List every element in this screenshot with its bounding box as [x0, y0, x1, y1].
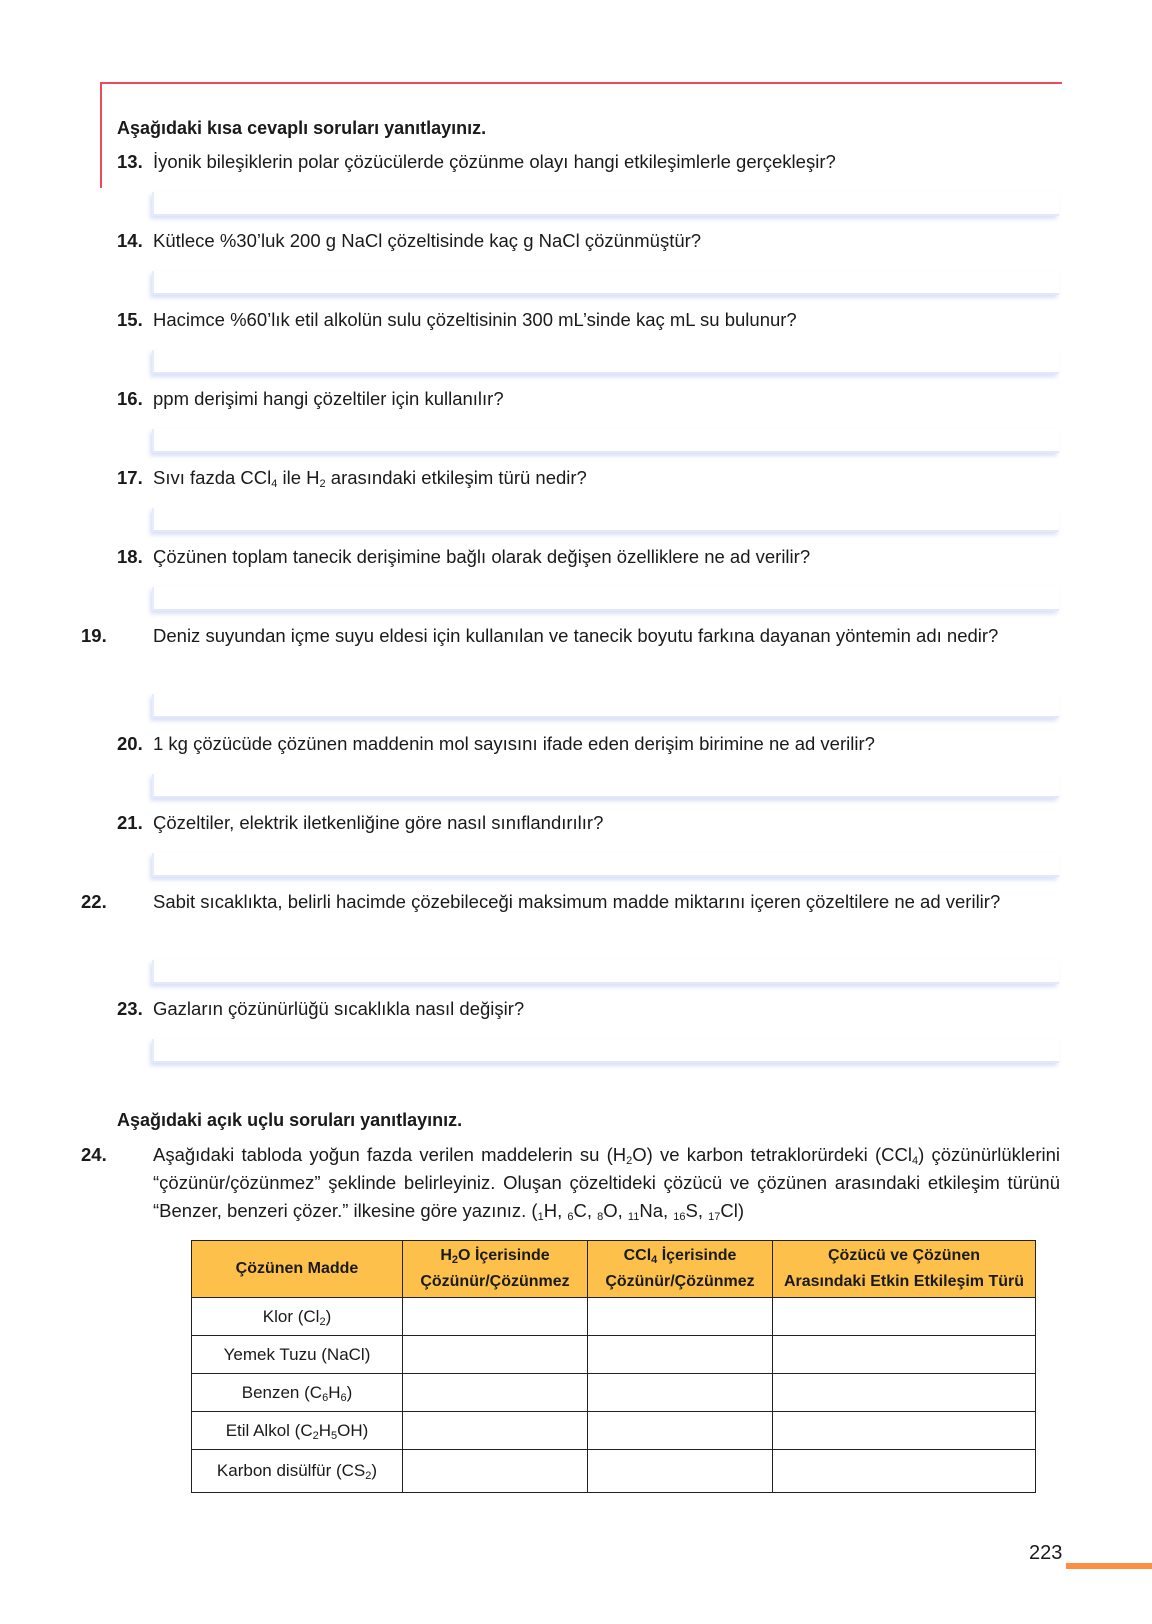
h2o-answer-cell[interactable] [403, 1450, 588, 1493]
interaction-answer-cell[interactable] [773, 1298, 1036, 1336]
ccl4-answer-cell[interactable] [588, 1412, 773, 1450]
answer-field-22[interactable] [152, 960, 1059, 984]
table-row [192, 1374, 1036, 1412]
answer-field-13[interactable] [152, 192, 1059, 216]
table-row [192, 1412, 1036, 1450]
question-20: 20. 1 kg çözücüde çözünen maddenin mol sayısını ifade eden derişim birimine ne ad verilir? [117, 733, 875, 754]
answer-field-17[interactable] [152, 508, 1059, 532]
question-15: 15. Hacimce %60’lık etil alkolün sulu çözeltisinin 300 mL’sinde kaç mL su bulunur? [117, 309, 797, 330]
interaction-answer-cell[interactable] [773, 1374, 1036, 1412]
interaction-answer-cell[interactable] [773, 1450, 1036, 1493]
question-22: 22. Sabit sıcaklıkta, belirli hacimde çözebileceği maksimum madde miktarını içeren çözeltilere ne ad verilir? [81, 891, 1001, 912]
solubility-table [191, 1240, 1036, 1493]
answer-field-14[interactable] [152, 271, 1059, 295]
h2o-answer-cell[interactable] [403, 1298, 588, 1336]
table-row [192, 1298, 1036, 1336]
answer-field-20[interactable] [152, 774, 1059, 798]
answer-field-21[interactable] [152, 853, 1059, 877]
ccl4-answer-cell[interactable] [588, 1450, 773, 1493]
header-ccl4-solubility: CCl$_4$ İçerisinde Çözünür/Çözünmez [588, 1241, 773, 1298]
question-21: 21. Çözeltiler, elektrik iletkenliğine göre nasıl sınıflandırılır? [117, 812, 604, 833]
question-18: 18. Çözünen toplam tanecik derişimine bağlı olarak değişen özelliklere ne ad verilir? [117, 546, 811, 567]
solute-cell: Karbon disülfür $(CS_2)$ [192, 1450, 403, 1493]
page-number: 223 [1029, 1542, 1063, 1564]
answer-field-19[interactable] [152, 694, 1059, 718]
question-24: 24. Aşağıdaki tabloda yoğun fazda verilen maddelerin su $(H_2O)$ ve karbon tetraklorürdeki (CCl$_4$) çözünürlüklerini “çözünür/çözünmez” şeklinde belirleyiniz. Oluşan çözeltideki çözücü ve çözünen arasındaki etkileşim türünü “Benzer, benzeri çözer.” ilkesine göre yazınız. ($_1H$, $_6$C, $_8$O, $_{11}$Na, $_{16}$S, $_{17}$Cl) [81, 1144, 1060, 1223]
section-frame-left [100, 82, 102, 188]
open-ended-heading: Aşağıdaki açık uçlu soruları yanıtlayınız. [117, 1110, 463, 1130]
question-14: 14. Kütlece %30’luk 200 g NaCl çözeltisinde kaç g NaCl çözünmüştür? [117, 230, 702, 251]
question-16: 16. ppm derişimi hangi çözeltiler için kullanılır? [117, 388, 504, 409]
short-answer-heading: Aşağıdaki kısa cevaplı soruları yanıtlayınız. [117, 118, 487, 138]
question-17: 17. Sıvı fazda CCl$_4$ ile $H_2$ arasındaki etkileşim türü nedir? [117, 467, 587, 490]
ccl4-answer-cell[interactable] [588, 1374, 773, 1412]
question-23: 23. Gazların çözünürlüğü sıcaklıkla nasıl değişir? [117, 998, 525, 1019]
section-frame-top [100, 82, 1062, 84]
question-19: 19. Deniz suyundan içme suyu eldesi için kullanılan ve tanecik boyutu farkına dayanan yöntemin adı nedir? [81, 625, 999, 646]
answer-field-16[interactable] [152, 429, 1059, 453]
question-13: 13. İyonik bileşiklerin polar çözücülerde çözünme olayı hangi etkileşimlerle gerçekleşir? [117, 151, 836, 172]
answer-field-23[interactable] [152, 1039, 1059, 1063]
ccl4-answer-cell[interactable] [588, 1336, 773, 1374]
table-row [192, 1450, 1036, 1493]
h2o-answer-cell[interactable] [403, 1336, 588, 1374]
header-interaction-type: Çözücü ve Çözünen Arasındaki Etkin Etkileşim Türü [773, 1241, 1036, 1298]
page-accent-bar [1066, 1563, 1152, 1569]
h2o-answer-cell[interactable] [403, 1374, 588, 1412]
interaction-answer-cell[interactable] [773, 1336, 1036, 1374]
solute-cell: Yemek Tuzu (NaCl) [192, 1336, 403, 1374]
header-h2o-solubility: $H_2O$ İçerisinde Çözünür/Çözünmez [403, 1241, 588, 1298]
header-solute: Çözünen Madde [192, 1241, 403, 1298]
table-row [192, 1336, 1036, 1374]
solute-cell: Klor $(Cl_2)$ [192, 1298, 403, 1336]
ccl4-answer-cell[interactable] [588, 1298, 773, 1336]
table-header-row [192, 1241, 1036, 1298]
solute-cell: Benzen $(C_6H_6)$ [192, 1374, 403, 1412]
answer-field-15[interactable] [152, 350, 1059, 374]
interaction-answer-cell[interactable] [773, 1412, 1036, 1450]
solute-cell: Etil Alkol $(C_2H_5OH)$ [192, 1412, 403, 1450]
answer-field-18[interactable] [152, 587, 1059, 611]
h2o-answer-cell[interactable] [403, 1412, 588, 1450]
